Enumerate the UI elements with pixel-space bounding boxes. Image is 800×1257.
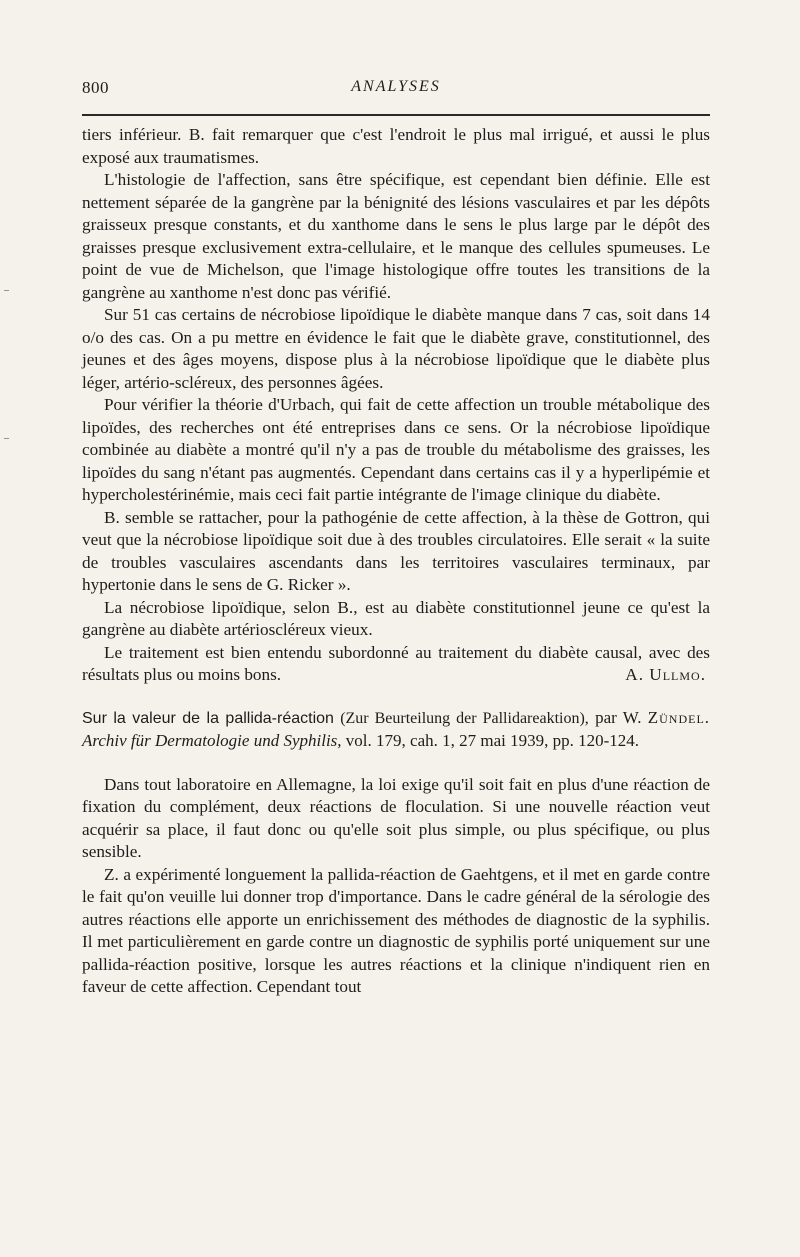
article-original-title: (Zur Beurteilung der Pallidareaktion),: [340, 709, 589, 727]
page-header: [82, 78, 710, 108]
paragraph: L'histologie de l'affection, sans être spécifique, est cependant bien définie. Elle est nettement séparée de la gangrène par la bénignité des lésions vasculaires et par les dépôts graisseux presque constants, et du xanthome dans le sens le plus large par le dépôt des graisses presque exclusivement extra-cellulaire, et le manque des cellules spumeuses. Le point de vue de Michelson, que l'image histologique offre toutes les transitions de la gangrène au xanthome n'est donc pas vérifié.: [82, 170, 710, 302]
paragraph: tiers inférieur. B. fait remarquer que c'est l'endroit le plus mal irrigué, et aussi le plus exposé aux traumatismes.: [82, 125, 710, 167]
page-number: 800: [82, 78, 109, 97]
section-gap: [82, 752, 710, 774]
paragraph: Dans tout laboratoire en Allemagne, la loi exige qu'il soit fait en plus d'une réaction de fixation du complément, deux réactions de floculation. Si une nouvelle réaction veut acquérir sa place, il faut donc ou qu'elle soit plus simple, ou plus spécifique, ou plus sensible.: [82, 774, 710, 861]
article-details: vol. 179, cah. 1, 27 mai 1939, pp. 120-124.: [345, 730, 640, 750]
margin-mark: [4, 438, 9, 439]
paragraph: Z. a expérimenté longuement la pallida-réaction de Gaehtgens, et il met en garde contre le fait qu'on veuille lui donner trop d'importance. Dans le cadre général de la sérologie des autres réactions elle apporte un enrichissement des méthodes de diagnostic de la syphilis. Il met particulièrement en garde contre un diagnostic de syphilis porté uniquement sur une pallida-réaction positive, lorsque les autres réactions et la clinique n'indiquent rien en faveur de cette affection. Cependant tout: [82, 864, 710, 996]
paragraph-with-signature: [82, 642, 710, 687]
margin-mark: [4, 290, 9, 291]
section-gap: [82, 687, 710, 707]
article-by: par W.: [595, 707, 642, 727]
article-author: Zündel.: [647, 707, 711, 727]
article-journal: Archiv für Dermatologie und Syphilis,: [82, 730, 342, 750]
body-text: [82, 124, 710, 999]
paragraph: B. semble se rattacher, pour la pathogénie de cette affection, à la thèse de Gottron, qui veut que la nécrobiose lipoïdique soit due à des troubles circulatoires. Elle serait « la suite de troubles vasculaires ascendants dans les territoires vasculaires terminaux, par hypertonie dans le sens de G. Ricker ».: [82, 507, 710, 594]
paragraph-text: Le traitement est bien entendu subordonné au traitement du diabète causal, avec des résultats plus ou moins bons.: [82, 642, 710, 684]
paragraph: La nécrobiose lipoïdique, selon B., est au diabète constitutionnel jeune ce qu'est la gangrène au diabète artérioscléreux vieux.: [82, 597, 710, 639]
running-title: ANALYSES: [351, 78, 441, 95]
paragraph: Sur 51 cas certains de nécrobiose lipoïdique le diabète manque dans 7 cas, soit dans 14 o/o des cas. On a pu mettre en évidence le fait que le diabète grave, constitutionnel, des jeunes et des âges moyens, dispose plus à la nécrobiose lipoïdique que le diabète plus léger, artério-scléreux, des personnes âgées.: [82, 305, 710, 392]
article-heading: [82, 707, 710, 752]
header-rule: [82, 114, 710, 116]
paragraph: Pour vérifier la théorie d'Urbach, qui fait de cette affection un trouble métabolique des lipoïdes, des recherches ont été entreprises dans ce sens. Or la nécrobiose lipoïdique combinée au diabète a montré qu'il n'y a pas de trouble du métabolisme des graisses, les lipoïdes du sang n'étant pas augmentés. Cependant dans certains cas il y a hyperlipémie et hypercholestérinémie, mais ceci fait partie intégrante de l'image clinique du diabète.: [82, 395, 710, 504]
signature: A. Ullmo.: [625, 665, 706, 684]
article-title: Sur la valeur de la pallida-réaction: [82, 709, 334, 727]
